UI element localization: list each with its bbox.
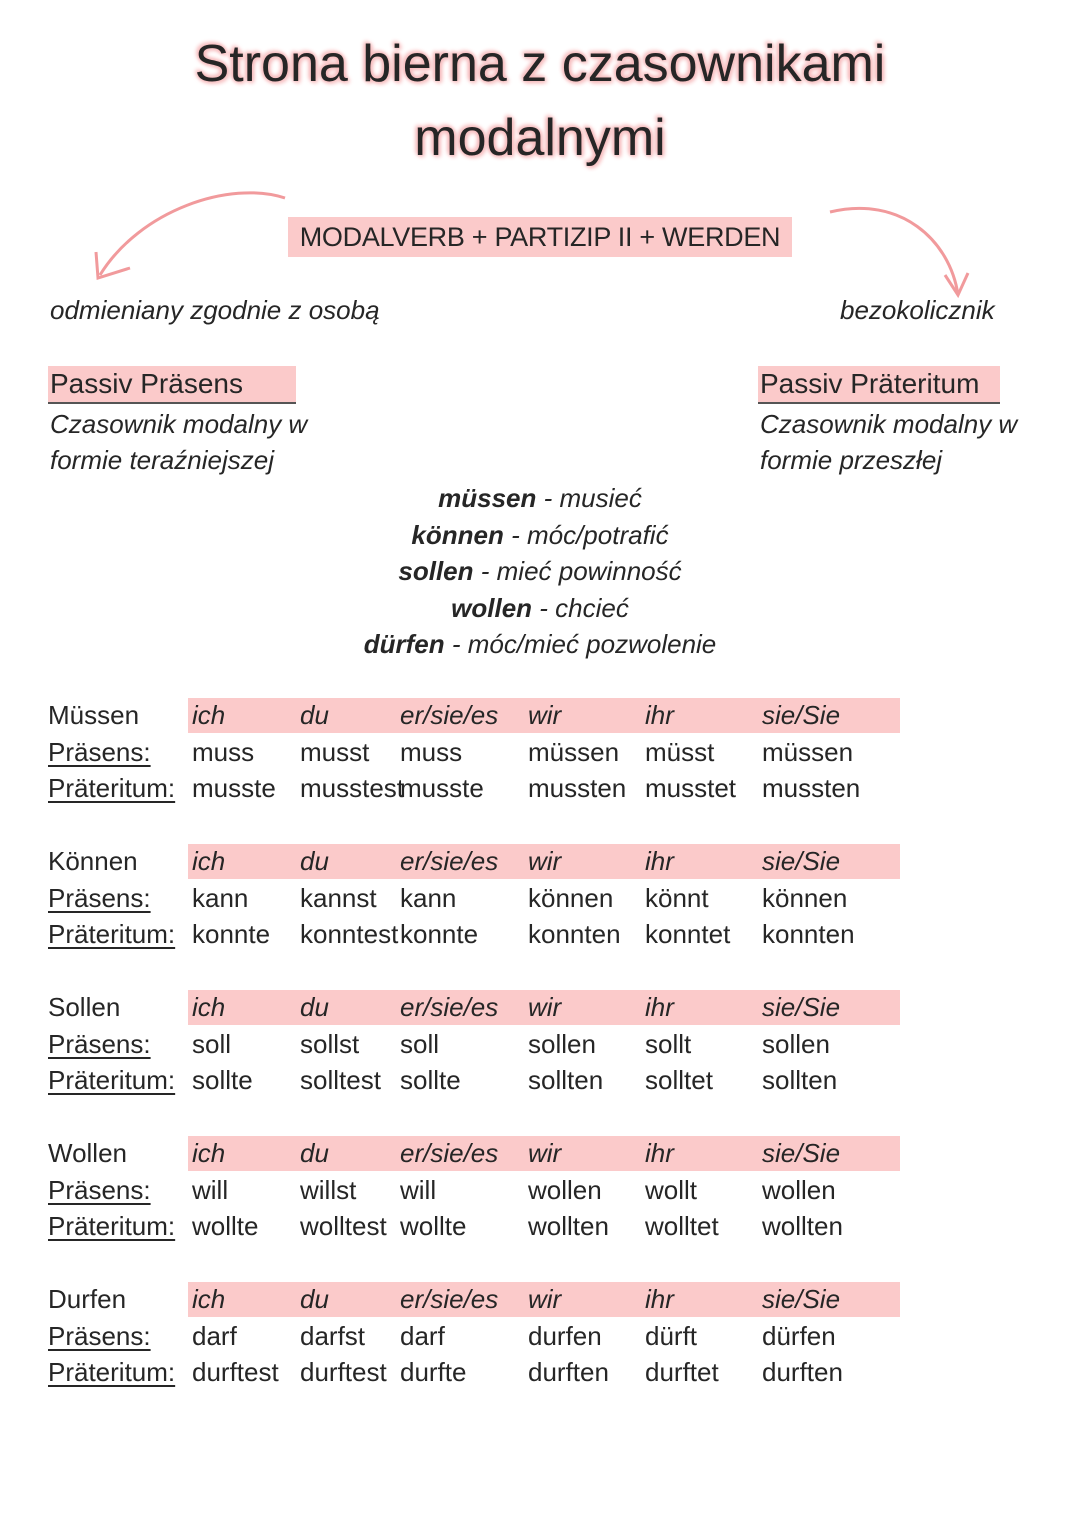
row-label-prasens: Präsens: <box>48 1174 151 1205</box>
verb-german: können <box>411 519 504 550</box>
verb-form: könnt <box>645 882 709 913</box>
verb-form: musst <box>300 736 370 767</box>
verb-form: wollte <box>192 1211 259 1242</box>
pronoun: ich <box>192 1284 226 1314</box>
passiv-prateritum-heading: Passiv Präteritum <box>758 366 1000 404</box>
verb-name: Sollen <box>48 992 121 1022</box>
pronoun: sie/Sie <box>762 992 841 1022</box>
verb-form: kannst <box>300 882 377 913</box>
pronoun: ich <box>192 700 226 730</box>
verb-form: konnten <box>528 919 621 950</box>
verb-name: Müssen <box>48 700 140 730</box>
arrow-left-icon <box>100 193 285 275</box>
passiv-prasens-line1: Czasownik modalny w <box>50 409 308 439</box>
verb-form: mussten <box>762 773 861 804</box>
row-label-prasens: Präsens: <box>48 1028 151 1059</box>
verb-form: dürft <box>645 1320 698 1351</box>
verb-form: durftest <box>192 1357 279 1388</box>
verb-form: wollten <box>762 1211 843 1242</box>
verb-form: können <box>762 882 848 913</box>
verb-form: durften <box>528 1357 609 1388</box>
row-label-prateritum: Präteritum: <box>48 1211 176 1242</box>
verb-form: wollen <box>762 1174 836 1205</box>
row-label-prateritum: Präteritum: <box>48 1065 176 1096</box>
verb-item <box>0 553 1080 590</box>
left-note: odmieniany zgodnie z osobą <box>50 295 380 325</box>
verb-form: musste <box>192 773 276 804</box>
verb-form: sollt <box>645 1028 692 1059</box>
verb-form: durftest <box>300 1357 387 1388</box>
row-label-prasens: Präsens: <box>48 1320 151 1351</box>
pronoun: du <box>300 700 329 730</box>
verb-german: sollen <box>398 556 474 586</box>
verb-item <box>0 590 1080 627</box>
verb-name: Können <box>48 846 138 876</box>
verb-form: will <box>400 1174 437 1205</box>
verb-form: wollten <box>528 1211 609 1242</box>
verb-item <box>0 626 1080 663</box>
passiv-prateritum-line2: formie przeszłej <box>760 445 943 475</box>
verb-form: mussten <box>528 773 627 804</box>
pronoun: ich <box>192 1138 226 1168</box>
verb-form: musste <box>400 773 484 804</box>
verb-polish: - musieć <box>536 483 642 513</box>
page-title-line1: Strona bierna z czasownikami <box>194 35 886 93</box>
pronoun: wir <box>528 992 562 1022</box>
row-label-prateritum: Präteritum: <box>48 919 176 950</box>
pronoun: du <box>300 992 329 1022</box>
pronoun: wir <box>528 700 562 730</box>
verb-form: willst <box>300 1174 357 1205</box>
pronoun: er/sie/es <box>400 1138 499 1168</box>
pronoun: ihr <box>645 846 674 876</box>
verb-form: müsst <box>645 736 715 767</box>
pronoun: ihr <box>645 1138 674 1168</box>
verb-form: sollten <box>762 1065 838 1096</box>
verb-form: müssen <box>762 736 854 767</box>
verb-form: durfte <box>400 1357 467 1388</box>
verb-polish: - móc/potrafić <box>503 519 669 550</box>
pronoun: er/sie/es <box>400 846 499 876</box>
verb-form: solltest <box>300 1065 381 1096</box>
verb-name: Durfen <box>48 1284 127 1314</box>
pronoun: wir <box>528 1138 562 1168</box>
verb-form: durften <box>762 1357 843 1388</box>
verb-form: wollte <box>400 1211 467 1242</box>
verb-form: will <box>192 1174 229 1205</box>
verb-form: sollen <box>762 1028 830 1059</box>
passiv-prateritum-line1: Czasownik modalny w <box>760 409 1018 439</box>
arrow-right-icon <box>830 208 958 295</box>
pronoun: wir <box>528 846 562 876</box>
row-label-prasens: Präsens: <box>48 736 151 767</box>
verb-item <box>0 480 1080 517</box>
verb-form: dürfen <box>762 1320 836 1351</box>
verb-form: durftet <box>645 1357 719 1388</box>
verb-german: dürfen <box>363 629 445 659</box>
modal-verb-list <box>0 480 1080 663</box>
pronoun: du <box>300 1138 329 1168</box>
formula: MODALVERB + PARTIZIP II + WERDEN <box>288 217 792 257</box>
verb-form: muss <box>192 736 255 767</box>
verb-form: solltet <box>645 1065 713 1096</box>
pronoun: du <box>300 1284 329 1314</box>
verb-form: wolltet <box>645 1211 719 1242</box>
pronoun: sie/Sie <box>762 846 841 876</box>
passiv-prasens-line2: formie teraźniejszej <box>50 445 274 475</box>
verb-form: konntet <box>645 919 731 950</box>
row-label-prateritum: Präteritum: <box>48 1357 176 1388</box>
passiv-prasens-heading: Passiv Präsens <box>48 366 296 404</box>
page-title-line2: modalnymi <box>414 109 666 167</box>
verb-form: darf <box>192 1320 237 1351</box>
verb-form: wolltest <box>300 1211 387 1242</box>
pronoun: sie/Sie <box>762 700 841 730</box>
verb-form: konntest <box>300 919 399 950</box>
verb-form: sollst <box>300 1028 360 1059</box>
pronoun: du <box>300 846 329 876</box>
pronoun: sie/Sie <box>762 1138 841 1168</box>
verb-german: wollen <box>451 592 533 623</box>
row-label-prateritum: Präteritum: <box>48 773 176 804</box>
verb-form: sollen <box>528 1028 596 1059</box>
verb-polish: - chcieć <box>532 592 629 623</box>
verb-form: konnten <box>762 919 855 950</box>
verb-form: kann <box>400 882 457 913</box>
pronoun: ihr <box>645 992 674 1022</box>
verb-form: wollen <box>528 1174 602 1205</box>
row-label-prasens: Präsens: <box>48 882 151 913</box>
verb-form: sollten <box>528 1065 604 1096</box>
verb-form: wollt <box>645 1174 698 1205</box>
pronoun: ihr <box>645 700 674 730</box>
verb-form: sollte <box>400 1065 461 1096</box>
pronoun: ihr <box>645 1284 674 1314</box>
pronoun: sie/Sie <box>762 1284 841 1314</box>
pronoun: ich <box>192 846 226 876</box>
verb-form: soll <box>400 1028 440 1059</box>
verb-form: kann <box>192 882 249 913</box>
verb-form: muss <box>400 736 463 767</box>
verb-name: Wollen <box>48 1138 128 1168</box>
pronoun: wir <box>528 1284 562 1314</box>
pronoun: ich <box>192 992 226 1022</box>
verb-item <box>0 517 1080 554</box>
verb-form: musstest <box>300 773 405 804</box>
verb-form: darf <box>400 1320 445 1351</box>
verb-form: durfen <box>528 1320 602 1351</box>
verb-form: sollte <box>192 1065 253 1096</box>
verb-polish: - móc/mieć pozwolenie <box>444 629 717 659</box>
verb-form: darfst <box>300 1320 366 1351</box>
verb-polish: - mieć powinność <box>473 556 682 586</box>
verb-form: konnte <box>192 919 271 950</box>
verb-form: soll <box>192 1028 232 1059</box>
verb-form: musstet <box>645 773 737 804</box>
pronoun: er/sie/es <box>400 700 499 730</box>
verb-german: müssen <box>438 483 537 513</box>
verb-form: müssen <box>528 736 620 767</box>
pronoun: er/sie/es <box>400 992 499 1022</box>
verb-form: können <box>528 882 614 913</box>
pronoun: er/sie/es <box>400 1284 499 1314</box>
right-note: bezokolicznik <box>840 295 995 325</box>
verb-form: konnte <box>400 919 479 950</box>
